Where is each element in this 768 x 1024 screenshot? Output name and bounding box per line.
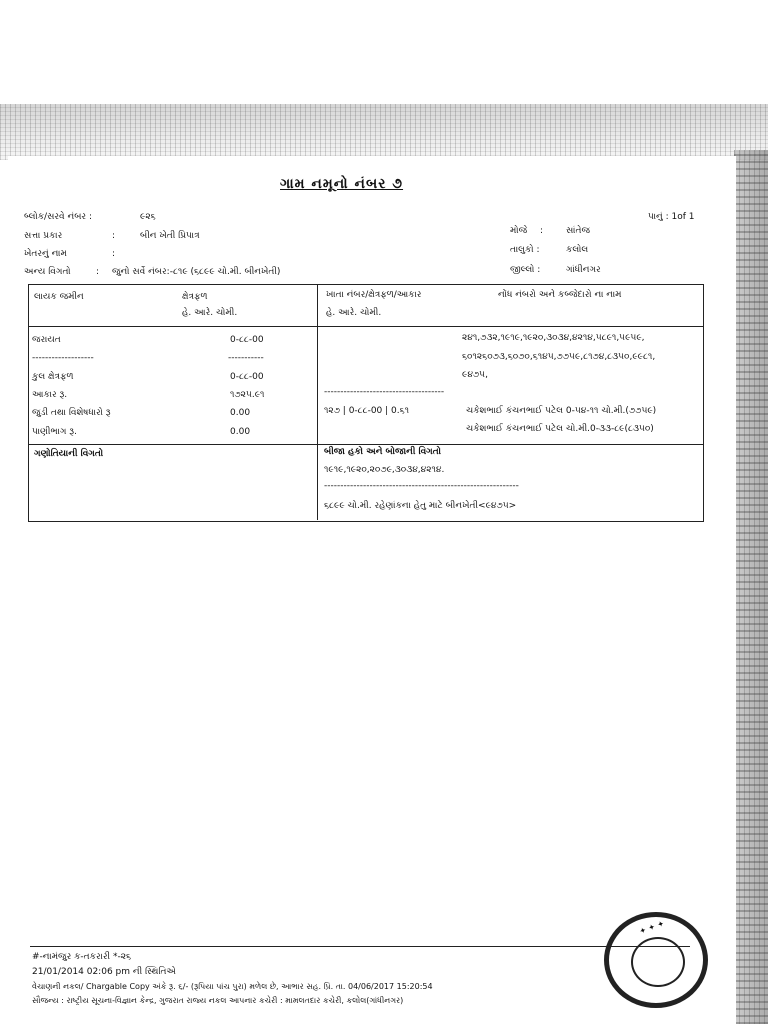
other-details-label: અન્ય વિગતો (24, 267, 71, 277)
row-label: જરાયત (32, 335, 61, 345)
district-label: જીલ્લો : (510, 265, 541, 275)
footer-copy-note: વેચાણની નકલ/ Chargable Copy અંકે રૂ. ૬/- (રૂપિયા પાંચ પુરા) મળેલ છે, આભાર સહ. પ્રિં. તા. 04/06/2017 15:20:54 (32, 982, 433, 991)
encumbrance-detail: ૬૮૯૯ ચો.મી. રહેણાંકના હેતુ માટે બીનખેતી<૯૪૭૫> (324, 501, 517, 511)
row-separator: ------------------- (32, 353, 94, 363)
table-header-rule (28, 326, 704, 327)
village-label: મોજે (510, 226, 528, 236)
notes-line: ૬૦૧૨૬૦૭૩,૬૦૭૦,૬૧૪૫,૭૭૫૯,૮૧૭૪,૮૩૫૦,૯૯૮૧, (462, 352, 656, 362)
khata-value: ૧૨૭ | 0-૮૮-00 | 0.૬૧ (324, 406, 410, 416)
row-value: 0-૮૮-00 (230, 372, 264, 382)
col-khata: ખાતા નંબર/ક્ષેત્રફળ/આકાર (326, 290, 422, 300)
office-stamp: ✦ ✦ ✦ (604, 912, 708, 1008)
row-value: 0-૮૮-00 (230, 335, 264, 345)
survey-no-label: બ્લોક/સરવે નંબર : (24, 212, 92, 222)
col-khata-units: હે. આરે. ચોમી. (326, 308, 382, 318)
row-label: કુલ ક્ષેત્રફળ (32, 372, 74, 382)
taluka-label: તાલુકો : (510, 245, 540, 255)
scan-noise-top (0, 104, 768, 160)
survey-no-value: ૯૨૬ (140, 212, 156, 222)
other-details-value: જુનો સર્વે નંબર:-૮૧૯ (૬૮૯૯ ચો.મી. બીનખેતી) (112, 267, 281, 277)
encumbrance-separator: ------------------------------------------------------------ (324, 481, 519, 491)
tenure-value: બીન ખેતી પ્રિપાત્ર (140, 231, 200, 241)
row-value: 0.00 (230, 408, 251, 418)
owner-entry: ચકેશભાઈ કંચનભાઈ પટેલ 0-૫૪-૧૧ ચો.મી.(૭૭૫૯) (466, 406, 657, 416)
stamp-inner-ring (631, 937, 685, 987)
footer-courtesy: સૌજન્ય : રાષ્ટ્રીય સૂચના-વિજ્ઞાન કેન્દ્ર, ગુજરાત રાજ્ય નકલ આપનાર કચેરી : મામલતદાર કચેરી, કલોલ(ગાંધીનગર) (32, 996, 404, 1005)
col-notes: નોંધ નંબરો અને કબ્જેદારો ના નામ (498, 290, 622, 300)
row-separator-value: ----------- (228, 353, 264, 363)
taluka-value: કલોલ (566, 245, 589, 255)
row-label: પાણીભાગ રૂ. (32, 427, 77, 437)
notes-line: ૨૪૧,૭૩૨,૧૯૧૯,૧૯૨૦,૩૦૩૪,૪૨૧૪,૫૮૯૧,૫૯૫૯, (462, 333, 645, 343)
col-area: ક્ષેત્રફળ (182, 292, 208, 302)
row-value: 0.00 (230, 427, 251, 437)
row-label: જુડી તથા વિશેષધારો રૂ (32, 408, 111, 418)
tenure-label: સત્તા પ્રકાર (24, 231, 63, 241)
encumbrance-heading: બીજા હકો અને બોજાની વિગતો (324, 447, 441, 457)
village-value: સાંતેજ (566, 226, 590, 236)
col-land-type: લાયક જમીન (34, 292, 84, 302)
row-label: આકાર રૂ. (32, 390, 68, 400)
footer-rule (30, 946, 690, 947)
table-divider (317, 284, 318, 520)
table-section-rule (28, 444, 704, 445)
table-separator: ------------------------------------- (324, 387, 445, 397)
col-area-units: હે. આરે. ચોમી. (182, 308, 238, 318)
row-value: ૧૭૨૫.૯૧ (230, 390, 265, 400)
page-number: પાનું : 1of 1 (648, 212, 695, 222)
tenants-heading: ગણોતિયાની વિગતો (34, 449, 104, 459)
footer-legend: #-નામંજુર ક-તકરારી *-૨૬ (32, 952, 132, 962)
scan-noise-right (734, 150, 768, 1024)
district-value: ગાંધીનગર (566, 265, 601, 275)
page-title: ગામ નમૂનો નંબર ૭ (280, 176, 404, 192)
encumbrance-notes: ૧૯૧૯,૧૯૨૦,૨૦૭૯,૩૦૩૪,૪૨૧૪. (324, 465, 445, 475)
owner-entry: ચકેશભાઈ કંચનભાઈ પટેલ ચો.મી.0-૩૩-૮૯(૮૩૫૦) (466, 424, 654, 434)
footer-status: 21/01/2014 02:06 pm ની સ્થિતિએ (32, 967, 176, 977)
notes-line: ૯૪૭૫, (462, 370, 488, 380)
field-name-label: ખેતરનું નામ (24, 249, 67, 259)
